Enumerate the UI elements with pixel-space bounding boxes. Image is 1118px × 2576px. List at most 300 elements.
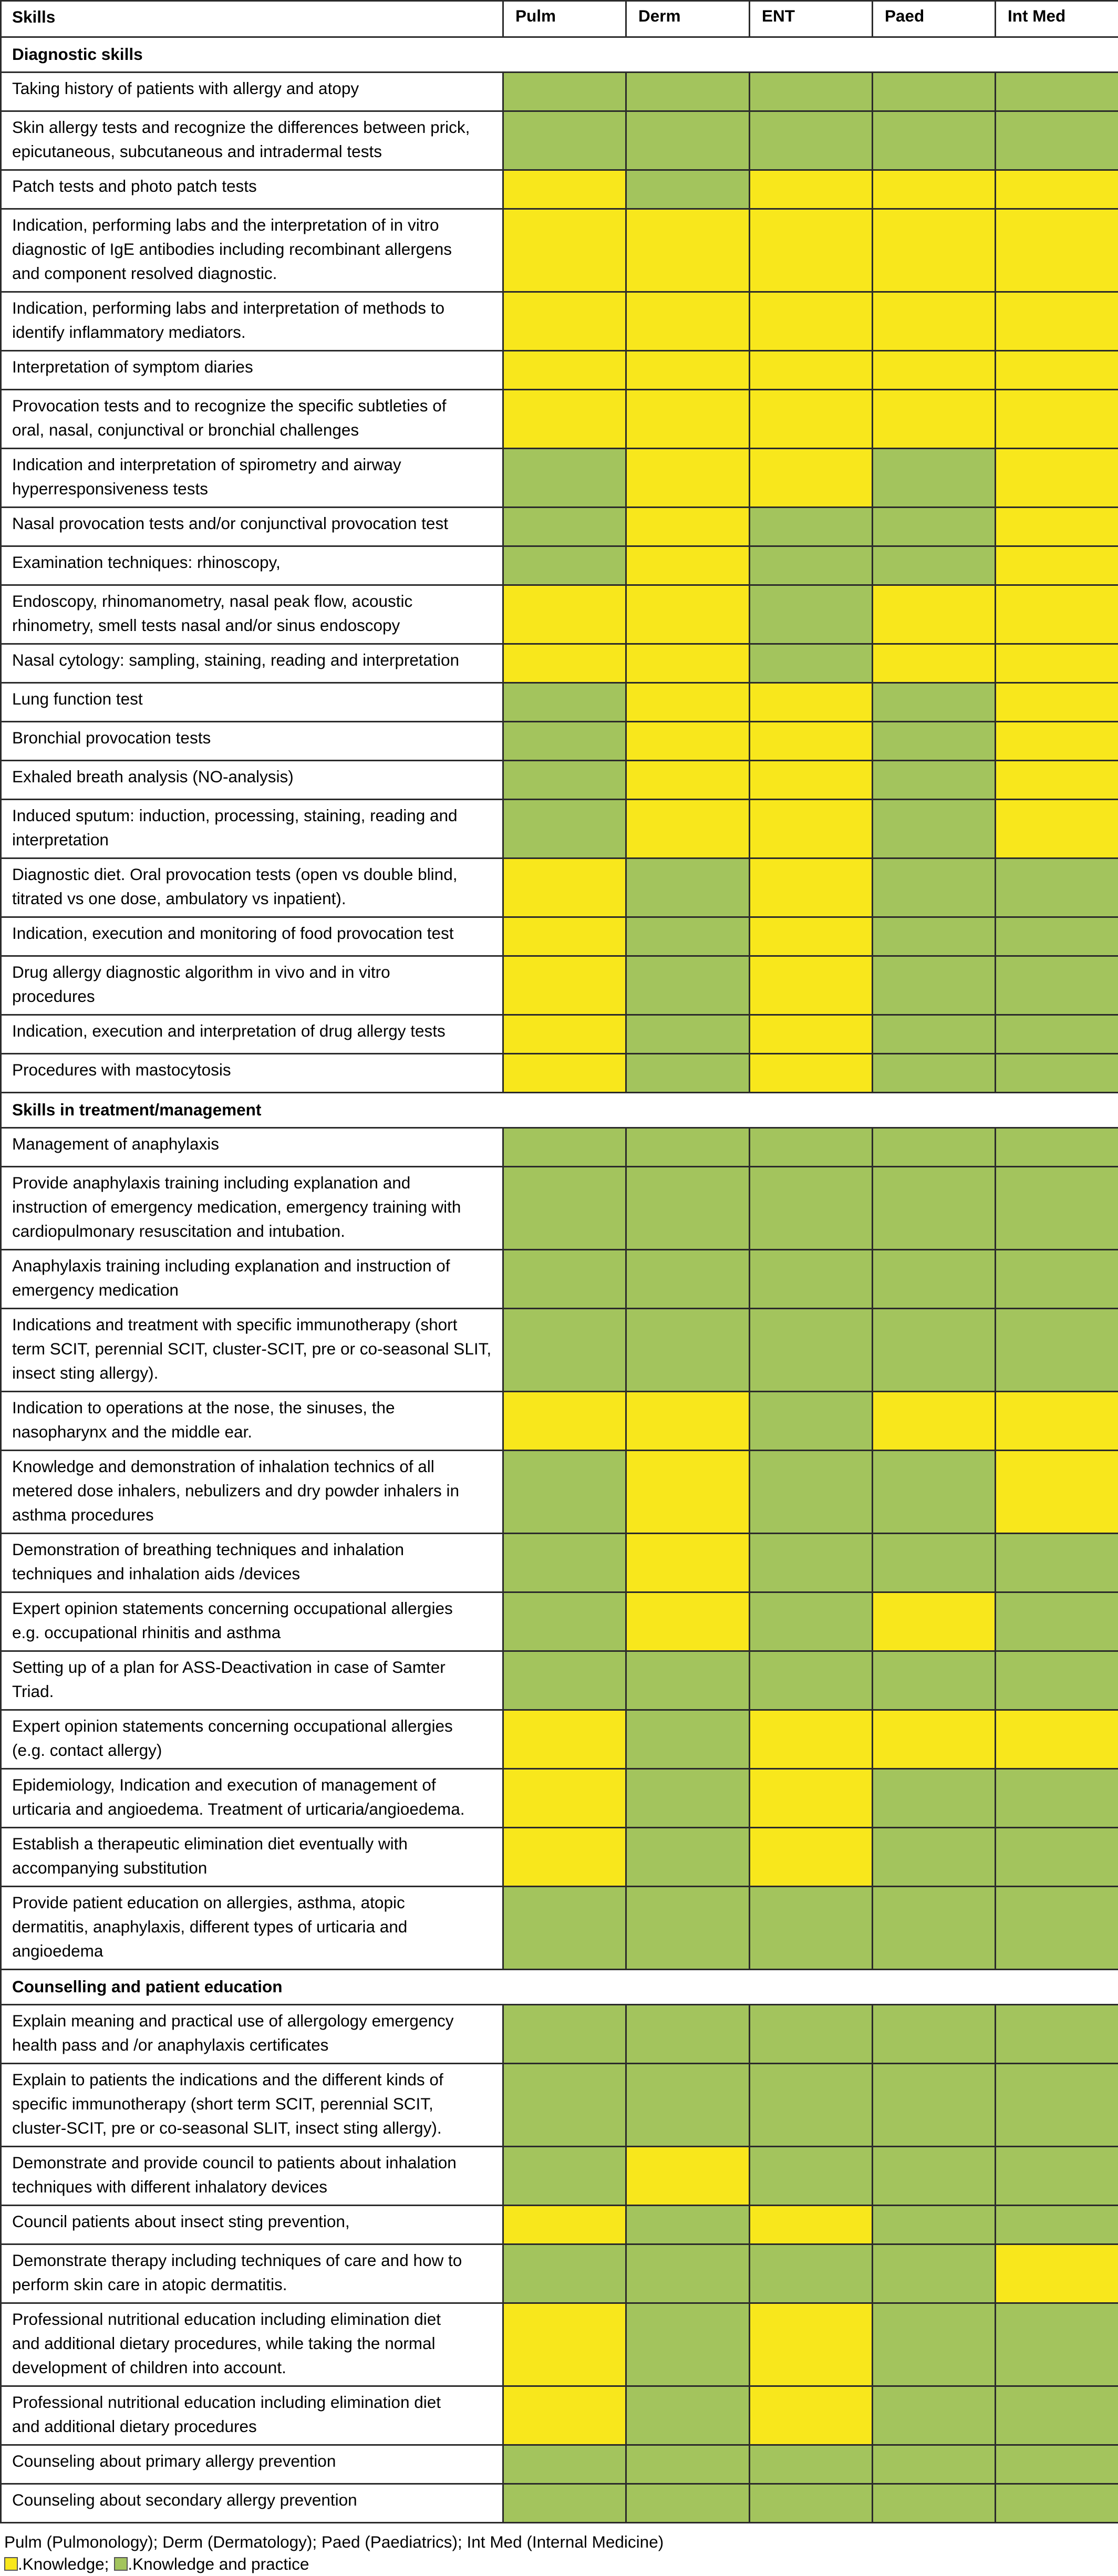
table-row bbox=[1, 1887, 1118, 1970]
skill-text-line: Demonstration of breathing techniques and inhalation bbox=[12, 1540, 405, 1559]
skill-text-line: Endoscopy, rhinomanometry, nasal peak flow, acoustic bbox=[12, 592, 413, 611]
level-cell-derm-knowledge-and-practice bbox=[626, 2244, 750, 2303]
level-cell-pulm-knowledge-and-practice bbox=[503, 1309, 626, 1392]
level-cell-derm-knowledge-and-practice bbox=[626, 956, 750, 1015]
level-cell-pulm-knowledge-and-practice bbox=[503, 1167, 626, 1250]
col-header-derm: Derm bbox=[626, 1, 750, 37]
level-cell-derm-knowledge-and-practice bbox=[626, 2484, 750, 2523]
skill-description bbox=[1, 2484, 503, 2523]
table-row bbox=[1, 1651, 1118, 1710]
level-cell-int-med-knowledge-and-practice bbox=[996, 1534, 1118, 1592]
level-cell-ent-knowledge bbox=[750, 722, 873, 761]
skill-description bbox=[1, 111, 503, 170]
level-cell-pulm-knowledge-and-practice bbox=[503, 1592, 626, 1651]
legend bbox=[4, 2554, 309, 2573]
level-cell-int-med-knowledge bbox=[996, 722, 1118, 761]
skill-text-line: techniques and inhalation aids /devices bbox=[12, 1564, 301, 1583]
level-cell-pulm-knowledge bbox=[503, 917, 626, 956]
level-cell-paed-knowledge-and-practice bbox=[873, 2206, 996, 2244]
table-row bbox=[1, 1769, 1118, 1828]
level-cell-ent-knowledge-and-practice bbox=[750, 546, 873, 585]
level-cell-derm-knowledge-and-practice bbox=[626, 858, 750, 917]
level-cell-pulm-knowledge bbox=[503, 390, 626, 449]
level-cell-pulm-knowledge bbox=[503, 2206, 626, 2244]
table-row bbox=[1, 917, 1118, 956]
skill-text-line: rhinometry, smell tests nasal and/or sinus endoscopy bbox=[12, 616, 400, 635]
level-cell-derm-knowledge-and-practice bbox=[626, 1054, 750, 1093]
skill-text-line: oral, nasal, conjunctival or bronchial challenges bbox=[12, 420, 359, 439]
level-cell-pulm-knowledge bbox=[503, 170, 626, 209]
level-cell-pulm-knowledge-and-practice bbox=[503, 761, 626, 800]
skill-description bbox=[1, 73, 503, 111]
level-cell-ent-knowledge-and-practice bbox=[750, 644, 873, 683]
level-cell-ent-knowledge bbox=[750, 917, 873, 956]
skill-text-line: Anaphylaxis training including explanation and instruction of bbox=[12, 1256, 450, 1275]
level-cell-paed-knowledge bbox=[873, 209, 996, 292]
level-cell-paed-knowledge-and-practice bbox=[873, 1167, 996, 1250]
skill-description bbox=[1, 585, 503, 644]
level-cell-int-med-knowledge-and-practice bbox=[996, 2484, 1118, 2523]
level-cell-ent-knowledge-and-practice bbox=[750, 2244, 873, 2303]
level-cell-paed-knowledge-and-practice bbox=[873, 956, 996, 1015]
skill-text-line: Knowledge and demonstration of inhalation technics of all bbox=[12, 1457, 434, 1476]
level-cell-ent-knowledge bbox=[750, 351, 873, 390]
skills-column-header: Skills bbox=[1, 1, 503, 37]
table-row bbox=[1, 1392, 1118, 1451]
legend-knowledge-label: .Knowledge; bbox=[18, 2554, 109, 2573]
level-cell-paed-knowledge-and-practice bbox=[873, 2303, 996, 2386]
section-row bbox=[1, 37, 1118, 73]
skill-text-line: Professional nutritional education including elimination diet bbox=[12, 2310, 441, 2329]
skill-text-line: Explain meaning and practical use of allergology emergency bbox=[12, 2011, 454, 2030]
level-cell-ent-knowledge bbox=[750, 1015, 873, 1054]
skill-text-line: Establish a therapeutic elimination diet eventually with bbox=[12, 1834, 408, 1853]
table-row bbox=[1, 1015, 1118, 1054]
level-cell-ent-knowledge-and-practice bbox=[750, 1392, 873, 1451]
level-cell-int-med-knowledge-and-practice bbox=[996, 111, 1118, 170]
skill-text-line: Interpretation of symptom diaries bbox=[12, 357, 253, 376]
table-row bbox=[1, 1710, 1118, 1769]
level-cell-paed-knowledge-and-practice bbox=[873, 1054, 996, 1093]
skill-text-line: e.g. occupational rhinitis and asthma bbox=[12, 1623, 281, 1642]
level-cell-derm-knowledge-and-practice bbox=[626, 1309, 750, 1392]
table-row bbox=[1, 292, 1118, 351]
level-cell-derm-knowledge-and-practice bbox=[626, 2386, 750, 2445]
skill-description bbox=[1, 2147, 503, 2206]
skill-description bbox=[1, 1128, 503, 1167]
skill-text-line: Management of anaphylaxis bbox=[12, 1134, 219, 1153]
level-cell-ent-knowledge bbox=[750, 170, 873, 209]
skill-description bbox=[1, 858, 503, 917]
skill-text-line: Procedures with mastocytosis bbox=[12, 1060, 231, 1079]
level-cell-pulm-knowledge bbox=[503, 2303, 626, 2386]
skill-text-line: hyperresponsiveness tests bbox=[12, 479, 208, 498]
level-cell-ent-knowledge-and-practice bbox=[750, 1451, 873, 1534]
skill-text-line: Drug allergy diagnostic algorithm in vivo and in vitro bbox=[12, 963, 390, 981]
level-cell-ent-knowledge-and-practice bbox=[750, 508, 873, 546]
level-cell-ent-knowledge-and-practice bbox=[750, 2064, 873, 2147]
level-cell-paed-knowledge bbox=[873, 1392, 996, 1451]
section-row bbox=[1, 1093, 1118, 1128]
level-cell-paed-knowledge-and-practice bbox=[873, 73, 996, 111]
level-cell-derm-knowledge bbox=[626, 1451, 750, 1534]
level-cell-derm-knowledge bbox=[626, 508, 750, 546]
skill-text-line: Indication and interpretation of spirometry and airway bbox=[12, 455, 401, 474]
skill-description bbox=[1, 209, 503, 292]
skill-text-line: Counseling about primary allergy prevention bbox=[12, 2451, 336, 2470]
level-cell-derm-knowledge-and-practice bbox=[626, 2303, 750, 2386]
level-cell-pulm-knowledge bbox=[503, 1392, 626, 1451]
level-cell-derm-knowledge-and-practice bbox=[626, 1250, 750, 1309]
level-cell-int-med-knowledge bbox=[996, 209, 1118, 292]
skill-text-line: Induced sputum: induction, processing, staining, reading and bbox=[12, 806, 458, 825]
level-cell-derm-knowledge bbox=[626, 292, 750, 351]
skill-text-line: Indications and treatment with specific immunotherapy (short bbox=[12, 1315, 458, 1334]
level-cell-ent-knowledge bbox=[750, 1769, 873, 1828]
skill-text-line: health pass and /or anaphylaxis certificates bbox=[12, 2035, 329, 2054]
table-row bbox=[1, 351, 1118, 390]
level-cell-ent-knowledge bbox=[750, 858, 873, 917]
level-cell-pulm-knowledge-and-practice bbox=[503, 2244, 626, 2303]
level-cell-pulm-knowledge bbox=[503, 858, 626, 917]
table-row bbox=[1, 2064, 1118, 2147]
level-cell-paed-knowledge-and-practice bbox=[873, 1250, 996, 1309]
skill-description bbox=[1, 1451, 503, 1534]
level-cell-int-med-knowledge bbox=[996, 2244, 1118, 2303]
skill-text-line: Indication to operations at the nose, the sinuses, the bbox=[12, 1398, 395, 1417]
skill-text-line: Patch tests and photo patch tests bbox=[12, 177, 257, 195]
level-cell-paed-knowledge-and-practice bbox=[873, 2386, 996, 2445]
skill-text-line: titrated vs one dose, ambulatory vs inpatient). bbox=[12, 889, 346, 908]
skill-description bbox=[1, 508, 503, 546]
level-cell-paed-knowledge bbox=[873, 170, 996, 209]
skill-description bbox=[1, 722, 503, 761]
level-cell-derm-knowledge bbox=[626, 2147, 750, 2206]
skill-text-line: Demonstrate therapy including techniques of care and how to bbox=[12, 2251, 462, 2270]
level-cell-int-med-knowledge-and-practice bbox=[996, 1592, 1118, 1651]
level-cell-pulm-knowledge bbox=[503, 351, 626, 390]
skill-description bbox=[1, 1828, 503, 1887]
level-cell-pulm-knowledge-and-practice bbox=[503, 1651, 626, 1710]
level-cell-int-med-knowledge-and-practice bbox=[996, 1887, 1118, 1970]
level-cell-ent-knowledge-and-practice bbox=[750, 2147, 873, 2206]
level-cell-derm-knowledge bbox=[626, 761, 750, 800]
level-cell-int-med-knowledge bbox=[996, 761, 1118, 800]
level-cell-ent-knowledge-and-practice bbox=[750, 2484, 873, 2523]
level-cell-int-med-knowledge-and-practice bbox=[996, 1769, 1118, 1828]
level-cell-pulm-knowledge-and-practice bbox=[503, 2064, 626, 2147]
level-cell-derm-knowledge-and-practice bbox=[626, 1015, 750, 1054]
table-row bbox=[1, 956, 1118, 1015]
level-cell-paed-knowledge-and-practice bbox=[873, 2484, 996, 2523]
skill-text-line: nasopharynx and the middle ear. bbox=[12, 1422, 253, 1441]
legend-knowledge-swatch bbox=[4, 2557, 18, 2571]
level-cell-pulm-knowledge bbox=[503, 1769, 626, 1828]
level-cell-paed-knowledge bbox=[873, 351, 996, 390]
table-row bbox=[1, 858, 1118, 917]
skill-description bbox=[1, 170, 503, 209]
level-cell-paed-knowledge-and-practice bbox=[873, 1128, 996, 1167]
level-cell-int-med-knowledge-and-practice bbox=[996, 1651, 1118, 1710]
level-cell-int-med-knowledge-and-practice bbox=[996, 858, 1118, 917]
skill-text-line: Expert opinion statements concerning occupational allergies bbox=[12, 1716, 453, 1735]
table-row bbox=[1, 1309, 1118, 1392]
skill-text-line: Expert opinion statements concerning occupational allergies bbox=[12, 1599, 453, 1618]
skill-text-line: Examination techniques: rhinoscopy, bbox=[12, 553, 281, 572]
level-cell-pulm-knowledge-and-practice bbox=[503, 1250, 626, 1309]
level-cell-pulm-knowledge bbox=[503, 292, 626, 351]
skill-text-line: diagnostic of IgE antibodies including recombinant allergens bbox=[12, 240, 452, 258]
skill-text-line: accompanying substitution bbox=[12, 1858, 208, 1877]
skill-text-line: Lung function test bbox=[12, 689, 143, 708]
section-row bbox=[1, 1970, 1118, 2005]
skill-description bbox=[1, 1534, 503, 1592]
level-cell-paed-knowledge bbox=[873, 1710, 996, 1769]
table-row bbox=[1, 2206, 1118, 2244]
table-row bbox=[1, 1128, 1118, 1167]
level-cell-ent-knowledge-and-practice bbox=[750, 2445, 873, 2484]
col-header-pulm: Pulm bbox=[503, 1, 626, 37]
level-cell-pulm-knowledge-and-practice bbox=[503, 800, 626, 858]
section-title: Counselling and patient education bbox=[1, 1970, 1118, 2005]
level-cell-paed-knowledge-and-practice bbox=[873, 761, 996, 800]
level-cell-derm-knowledge-and-practice bbox=[626, 73, 750, 111]
level-cell-derm-knowledge-and-practice bbox=[626, 111, 750, 170]
table-row bbox=[1, 1828, 1118, 1887]
level-cell-paed-knowledge-and-practice bbox=[873, 858, 996, 917]
level-cell-int-med-knowledge bbox=[996, 351, 1118, 390]
table-row bbox=[1, 1054, 1118, 1093]
level-cell-ent-knowledge bbox=[750, 2386, 873, 2445]
skill-text-line: Triad. bbox=[12, 1682, 54, 1701]
level-cell-derm-knowledge-and-practice bbox=[626, 1651, 750, 1710]
table-row bbox=[1, 2005, 1118, 2064]
skill-description bbox=[1, 2303, 503, 2386]
level-cell-ent-knowledge bbox=[750, 449, 873, 508]
table-row bbox=[1, 170, 1118, 209]
skill-text-line: Counseling about secondary allergy prevention bbox=[12, 2490, 357, 2509]
level-cell-int-med-knowledge-and-practice bbox=[996, 1054, 1118, 1093]
level-cell-pulm-knowledge bbox=[503, 209, 626, 292]
level-cell-ent-knowledge-and-practice bbox=[750, 1534, 873, 1592]
table-body bbox=[1, 37, 1118, 2523]
skill-text-line: Nasal provocation tests and/or conjunctival provocation test bbox=[12, 514, 448, 533]
level-cell-ent-knowledge-and-practice bbox=[750, 1167, 873, 1250]
level-cell-paed-knowledge-and-practice bbox=[873, 508, 996, 546]
skill-description bbox=[1, 2005, 503, 2064]
skill-description bbox=[1, 1769, 503, 1828]
level-cell-int-med-knowledge-and-practice bbox=[996, 1250, 1118, 1309]
skill-description bbox=[1, 1167, 503, 1250]
level-cell-int-med-knowledge bbox=[996, 546, 1118, 585]
table-row bbox=[1, 800, 1118, 858]
table-row bbox=[1, 2147, 1118, 2206]
skill-description bbox=[1, 2386, 503, 2445]
table-row bbox=[1, 2386, 1118, 2445]
level-cell-derm-knowledge bbox=[626, 390, 750, 449]
skill-description bbox=[1, 917, 503, 956]
skill-description bbox=[1, 761, 503, 800]
level-cell-int-med-knowledge bbox=[996, 585, 1118, 644]
level-cell-paed-knowledge bbox=[873, 585, 996, 644]
level-cell-derm-knowledge bbox=[626, 546, 750, 585]
level-cell-paed-knowledge-and-practice bbox=[873, 1887, 996, 1970]
level-cell-paed-knowledge-and-practice bbox=[873, 2445, 996, 2484]
level-cell-int-med-knowledge bbox=[996, 683, 1118, 722]
level-cell-pulm-knowledge bbox=[503, 1054, 626, 1093]
level-cell-paed-knowledge-and-practice bbox=[873, 111, 996, 170]
table-row bbox=[1, 1534, 1118, 1592]
table-row bbox=[1, 1592, 1118, 1651]
skill-text-line: asthma procedures bbox=[12, 1505, 154, 1524]
level-cell-ent-knowledge-and-practice bbox=[750, 1309, 873, 1392]
level-cell-int-med-knowledge-and-practice bbox=[996, 2147, 1118, 2206]
level-cell-paed-knowledge-and-practice bbox=[873, 1451, 996, 1534]
skill-text-line: Bronchial provocation tests bbox=[12, 728, 211, 747]
table-row bbox=[1, 761, 1118, 800]
table-row bbox=[1, 508, 1118, 546]
table-row bbox=[1, 683, 1118, 722]
section-title: Diagnostic skills bbox=[1, 37, 1118, 73]
level-cell-derm-knowledge bbox=[626, 1592, 750, 1651]
level-cell-paed-knowledge-and-practice bbox=[873, 1534, 996, 1592]
level-cell-ent-knowledge bbox=[750, 1710, 873, 1769]
col-header-paed: Paed bbox=[873, 1, 996, 37]
level-cell-paed-knowledge bbox=[873, 292, 996, 351]
level-cell-ent-knowledge-and-practice bbox=[750, 111, 873, 170]
level-cell-paed-knowledge bbox=[873, 1592, 996, 1651]
level-cell-ent-knowledge-and-practice bbox=[750, 1128, 873, 1167]
level-cell-pulm-knowledge-and-practice bbox=[503, 111, 626, 170]
skill-text-line: development of children into account. bbox=[12, 2358, 286, 2377]
level-cell-derm-knowledge bbox=[626, 209, 750, 292]
skill-description bbox=[1, 1710, 503, 1769]
level-cell-pulm-knowledge bbox=[503, 585, 626, 644]
level-cell-paed-knowledge-and-practice bbox=[873, 1651, 996, 1710]
level-cell-ent-knowledge-and-practice bbox=[750, 2005, 873, 2064]
table-row bbox=[1, 2445, 1118, 2484]
level-cell-derm-knowledge bbox=[626, 644, 750, 683]
level-cell-derm-knowledge bbox=[626, 722, 750, 761]
level-cell-pulm-knowledge bbox=[503, 1015, 626, 1054]
level-cell-int-med-knowledge-and-practice bbox=[996, 2206, 1118, 2244]
skill-text-line: Exhaled breath analysis (NO-analysis) bbox=[12, 767, 294, 786]
skill-description bbox=[1, 1392, 503, 1451]
table-row bbox=[1, 390, 1118, 449]
skill-description bbox=[1, 292, 503, 351]
skill-text-line: instruction of emergency medication, emergency training with bbox=[12, 1197, 461, 1216]
level-cell-pulm-knowledge-and-practice bbox=[503, 2147, 626, 2206]
level-cell-paed-knowledge-and-practice bbox=[873, 449, 996, 508]
level-cell-int-med-knowledge bbox=[996, 644, 1118, 683]
level-cell-ent-knowledge bbox=[750, 209, 873, 292]
skill-description bbox=[1, 956, 503, 1015]
level-cell-pulm-knowledge bbox=[503, 1828, 626, 1887]
level-cell-int-med-knowledge-and-practice bbox=[996, 73, 1118, 111]
skill-text-line: Professional nutritional education including elimination diet bbox=[12, 2393, 441, 2412]
skill-text-line: Council patients about insect sting prevention, bbox=[12, 2212, 350, 2231]
skill-text-line: Indication, execution and monitoring of food provocation test bbox=[12, 924, 454, 943]
table-row bbox=[1, 585, 1118, 644]
level-cell-derm-knowledge-and-practice bbox=[626, 1769, 750, 1828]
level-cell-int-med-knowledge-and-practice bbox=[996, 1828, 1118, 1887]
level-cell-pulm-knowledge-and-practice bbox=[503, 73, 626, 111]
skill-text-line: identify inflammatory mediators. bbox=[12, 323, 246, 342]
level-cell-derm-knowledge bbox=[626, 800, 750, 858]
level-cell-ent-knowledge-and-practice bbox=[750, 585, 873, 644]
skill-description bbox=[1, 1887, 503, 1970]
level-cell-int-med-knowledge-and-practice bbox=[996, 2064, 1118, 2147]
level-cell-ent-knowledge-and-practice bbox=[750, 1592, 873, 1651]
level-cell-derm-knowledge bbox=[626, 449, 750, 508]
skill-text-line: Indication, performing labs and interpretation of methods to bbox=[12, 298, 444, 317]
skill-description bbox=[1, 2445, 503, 2484]
level-cell-derm-knowledge-and-practice bbox=[626, 1887, 750, 1970]
skill-text-line: Nasal cytology: sampling, staining, reading and interpretation bbox=[12, 650, 459, 669]
skill-text-line: Skin allergy tests and recognize the differences between prick, bbox=[12, 118, 470, 137]
level-cell-paed-knowledge-and-practice bbox=[873, 1769, 996, 1828]
skill-description bbox=[1, 644, 503, 683]
abbreviations-note: Pulm (Pulmonology); Derm (Dermatology); Paed (Paediatrics); Int Med (Internal Medicine) bbox=[4, 2532, 664, 2551]
skill-description bbox=[1, 800, 503, 858]
level-cell-pulm-knowledge-and-practice bbox=[503, 508, 626, 546]
level-cell-ent-knowledge bbox=[750, 956, 873, 1015]
level-cell-paed-knowledge-and-practice bbox=[873, 1015, 996, 1054]
skill-description bbox=[1, 1651, 503, 1710]
level-cell-ent-knowledge-and-practice bbox=[750, 1887, 873, 1970]
skill-description bbox=[1, 2206, 503, 2244]
table-row bbox=[1, 546, 1118, 585]
level-cell-derm-knowledge-and-practice bbox=[626, 2064, 750, 2147]
table-row bbox=[1, 449, 1118, 508]
table-row bbox=[1, 111, 1118, 170]
legend-practice-label: .Knowledge and practice bbox=[128, 2554, 309, 2573]
level-cell-int-med-knowledge bbox=[996, 292, 1118, 351]
skill-text-line: techniques with different inhalatory devices bbox=[12, 2177, 328, 2196]
level-cell-pulm-knowledge-and-practice bbox=[503, 449, 626, 508]
skill-text-line: perform skin care in atopic dermatitis. bbox=[12, 2275, 287, 2294]
level-cell-int-med-knowledge-and-practice bbox=[996, 1015, 1118, 1054]
level-cell-pulm-knowledge bbox=[503, 956, 626, 1015]
skill-text-line: metered dose inhalers, nebulizers and dry powder inhalers in bbox=[12, 1481, 459, 1500]
level-cell-int-med-knowledge-and-practice bbox=[996, 2386, 1118, 2445]
skill-text-line: Taking history of patients with allergy and atopy bbox=[12, 79, 359, 98]
skill-text-line: cluster-SCIT, pre or co-seasonal SLIT, insect sting allergy). bbox=[12, 2118, 442, 2137]
skill-text-line: Indication, performing labs and the interpretation of in vitro bbox=[12, 215, 439, 234]
skill-description bbox=[1, 683, 503, 722]
skill-text-line: Demonstrate and provide council to patients about inhalation bbox=[12, 2153, 457, 2172]
level-cell-pulm-knowledge-and-practice bbox=[503, 2445, 626, 2484]
level-cell-ent-knowledge bbox=[750, 2303, 873, 2386]
level-cell-pulm-knowledge-and-practice bbox=[503, 722, 626, 761]
level-cell-paed-knowledge-and-practice bbox=[873, 546, 996, 585]
skill-text-line: and additional dietary procedures, while taking the normal bbox=[12, 2334, 436, 2353]
skill-text-line: emergency medication bbox=[12, 1280, 179, 1299]
table-row bbox=[1, 1250, 1118, 1309]
skill-text-line: Provide anaphylaxis training including explanation and bbox=[12, 1173, 411, 1192]
level-cell-pulm-knowledge-and-practice bbox=[503, 1534, 626, 1592]
skill-text-line: interpretation bbox=[12, 830, 109, 849]
level-cell-paed-knowledge-and-practice bbox=[873, 2005, 996, 2064]
skill-text-line: Provocation tests and to recognize the specific subtleties of bbox=[12, 396, 447, 415]
level-cell-derm-knowledge bbox=[626, 585, 750, 644]
level-cell-derm-knowledge bbox=[626, 683, 750, 722]
level-cell-derm-knowledge bbox=[626, 1392, 750, 1451]
level-cell-pulm-knowledge bbox=[503, 1710, 626, 1769]
skill-description bbox=[1, 390, 503, 449]
table-row bbox=[1, 209, 1118, 292]
level-cell-paed-knowledge-and-practice bbox=[873, 800, 996, 858]
